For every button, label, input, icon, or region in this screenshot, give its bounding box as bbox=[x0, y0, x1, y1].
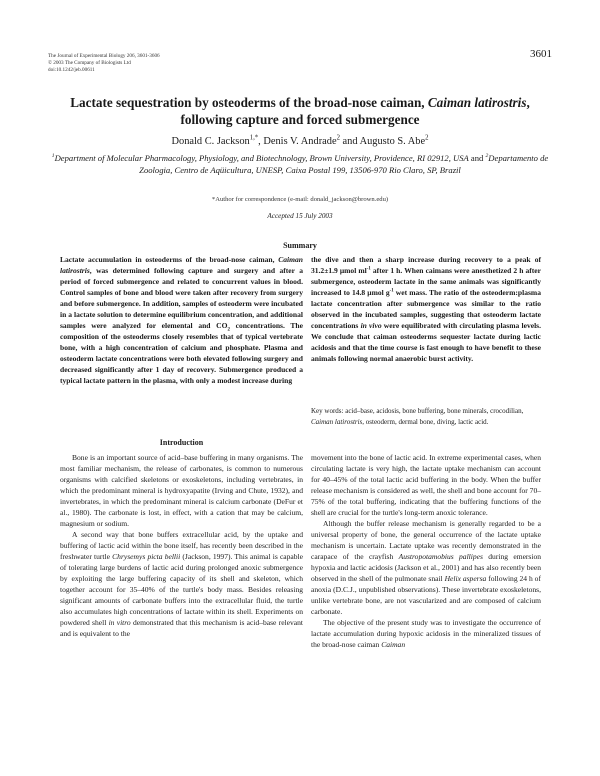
summary-species: Caiman latirostris bbox=[60, 255, 303, 275]
keywords-text: , osteoderm, dermal bone, diving, lactic acid. bbox=[362, 417, 489, 426]
title-text-end: , following capture and forced submergence bbox=[180, 95, 530, 127]
summary-superscript: -1 bbox=[389, 288, 394, 294]
author-2-mark: 2 bbox=[336, 134, 340, 142]
keywords-text: Key words: acid–base, acidosis, bone buffering, bone minerals, crocodilian, bbox=[311, 407, 524, 415]
introduction-left-column bbox=[60, 452, 303, 639]
introduction-heading: Introduction bbox=[159, 438, 204, 447]
species-name: Austropotamobius pallipes bbox=[398, 552, 483, 561]
author-2: , Denis V. Andrade bbox=[258, 136, 337, 147]
species-name: Caiman bbox=[381, 640, 406, 649]
summary-right-column bbox=[311, 254, 541, 364]
summary-text: the dive and then a sharp increase during recovery to a peak of 31.2±1.9 μmol ml bbox=[311, 255, 541, 275]
author-3-mark: 2 bbox=[425, 134, 429, 142]
journal-citation: The Journal of Experimental Biology 206, 3601-3606 bbox=[48, 53, 160, 59]
summary-text: were equilibrated with circulating plasma levels. We conclude that caiman osteoderms sequester lactate during lactic acidosis and that the time course is fast enough to have benefit to these animals following normal anaerobic burst activity. bbox=[311, 321, 541, 363]
title-text: Lactate sequestration by osteoderms of the broad-nose caiman, bbox=[70, 95, 428, 110]
author-3: and Augusto S. Abe bbox=[339, 136, 426, 147]
summary-italic: in vivo bbox=[360, 321, 382, 330]
summary-superscript: -1 bbox=[366, 266, 371, 272]
paragraph: Bone is an important source of acid–base buffering in many organisms. The most familiar mechanism, the release of carbonates, is common to numerous organisms with calcified skeletons or exoskeletons, including vertebrates, in which the predominant mineral is hydroxyapatite (Irving and Chute, 1932), and invertebrates, in which the predominant mineral is calcium carbonate (DeFur et al., 1980). The carbonate is lost, in effect, with a cation that may be calcium, magnesium or sodium. bbox=[60, 453, 303, 528]
correspondence-note: *Author for correspondence (e-mail: donald_jackson@brown.edu) bbox=[211, 196, 389, 203]
paragraph bbox=[311, 617, 541, 650]
affiliation-2-mark: 2 bbox=[485, 153, 489, 160]
summary-left-column bbox=[60, 254, 303, 386]
summary-heading: Summary bbox=[283, 241, 317, 250]
paragraph-text: The objective of the present study was to investigate the occurrence of lactate accumulation during hypoxic acidosis in the mineralized tissues of the broad-nose caiman bbox=[311, 618, 541, 649]
paragraph-text: following 24 h of anoxia (D.C.J., unpublished observations). These invertebrate exoskeletons, unlike vertebrate bone, are not vascularized and are composed of calcium carbonate. bbox=[311, 574, 541, 616]
journal-doi: doi:10.1242/jeb.00611 bbox=[48, 67, 95, 74]
summary-text: Lactate accumulation in osteoderms of the broad-nose caiman, bbox=[60, 255, 279, 264]
author-1: Donald C. Jackson bbox=[171, 136, 250, 147]
paragraph-text: (Jackson, 1997). This animal is capable of tolerating large burdens of lactic acid during prolonged anoxic submergence by exploiting the large buffering capacity of its shell and skeleton, which together account for 35–40% of the turtle's body mass. Besides releasing significant amounts of carbonate buffers into the extracellular fluid, the turtle also accumulates high concentrations of lactate within its shell. Experiments on powdered shell bbox=[60, 552, 303, 627]
paragraph bbox=[311, 518, 541, 617]
affiliation-and: and bbox=[468, 153, 486, 163]
summary-subscript: 2 bbox=[227, 327, 230, 333]
paragraph bbox=[60, 529, 303, 639]
italic-term: in vitro bbox=[108, 618, 131, 627]
affiliations bbox=[50, 153, 550, 177]
species-name: Helix aspersa bbox=[444, 574, 487, 583]
affiliation-2: Departamento de Zoologia, Centro de Aqüicultura, UNESP, Caixa Postal 199, 13506-970 Rio Claro, SP, Brazil bbox=[139, 153, 549, 175]
author-list bbox=[60, 136, 540, 147]
keywords bbox=[311, 406, 541, 427]
paragraph-text: during emersion hypoxia and lactic acidosis (Jackson et al., 2001) and has also recently been observed in the shell of the pulmonate snail bbox=[311, 552, 542, 583]
paragraph-text: demonstrated that this mechanism is acid–base relevant and is equivalent to the bbox=[60, 618, 303, 638]
author-1-mark: 1,* bbox=[249, 134, 259, 142]
paragraph: movement into the bone of lactic acid. In extreme experimental cases, when circulating lactate is very high, the lactate uptake mechanism can account for 40–45% of the total lactic acid buffering in the body. When the buffer release mechanism is considered as well, the shell and bone account for 70–75% of the total buffering, indicating that the buffering functions of the shell are crucial for the turtle's long-term anoxic tolerance. bbox=[311, 453, 541, 517]
journal-copyright: © 2003 The Company of Biologists Ltd bbox=[48, 60, 131, 67]
journal-info bbox=[48, 53, 160, 75]
summary-text: , was determined following capture and surgery and after a period of forced submergence and related to concurrent values in blood. Control samples of bone and blood were taken after recovery from surgery and before submergence. In addition, samples of osteoderm were incubated in a lactate solution to determine equilibrium concentration, and additional samples were analyzed for elemental and CO bbox=[60, 266, 303, 330]
summary-text: wet mass. The ratio of the osteoderm:plasma lactate concentration after submergence was similar to the ratio observed in the incubated samples, suggesting that osteoderm lactate concentrations bbox=[311, 288, 541, 330]
affiliation-1: Department of Molecular Pharmacology, Physiology, and Biotechnology, Brown University, Providence, RI 02912, USA bbox=[54, 153, 469, 163]
page-number: 3601 bbox=[530, 48, 552, 60]
summary-text: concentrations. The composition of the osteoderms closely resembles that of typical vertebrate bone, with a high concentration of calcium and phosphate. Plasma and osteoderm lactate concentrations were both elevated following surgery and decreased significantly after 1 day of recovery. Submergence produced a typical lactate pattern in the plasma, with only a modest increase during bbox=[60, 321, 303, 385]
species-name: Chrysemys picta bellii bbox=[112, 552, 181, 561]
paragraph-text: A second way that bone buffers extracellular acid, by the uptake and buffering of lactic acid within the bone itself, has recently been described in the freshwater turtle bbox=[60, 530, 303, 561]
introduction-right-column bbox=[311, 452, 541, 650]
affiliation-1-mark: 1 bbox=[51, 153, 55, 160]
article-title bbox=[60, 94, 540, 128]
summary-text: after 1 h. When caimans were anesthetized 2 h after submergence, osteoderm lactate in the same animals was significantly increased to 14.8 μmol g bbox=[311, 266, 542, 297]
keywords-species: Caiman latirostris bbox=[311, 417, 363, 426]
paragraph-text: Although the buffer release mechanism is generally regarded to be a universal property of bone, the general occurrence of the lactate uptake mechanism is uncertain. Lactate uptake was recently demonstrated in the carapace of the crayfish bbox=[311, 519, 541, 561]
accepted-date: Accepted 15 July 2003 bbox=[267, 212, 333, 220]
title-species: Caiman latirostris bbox=[427, 95, 527, 110]
